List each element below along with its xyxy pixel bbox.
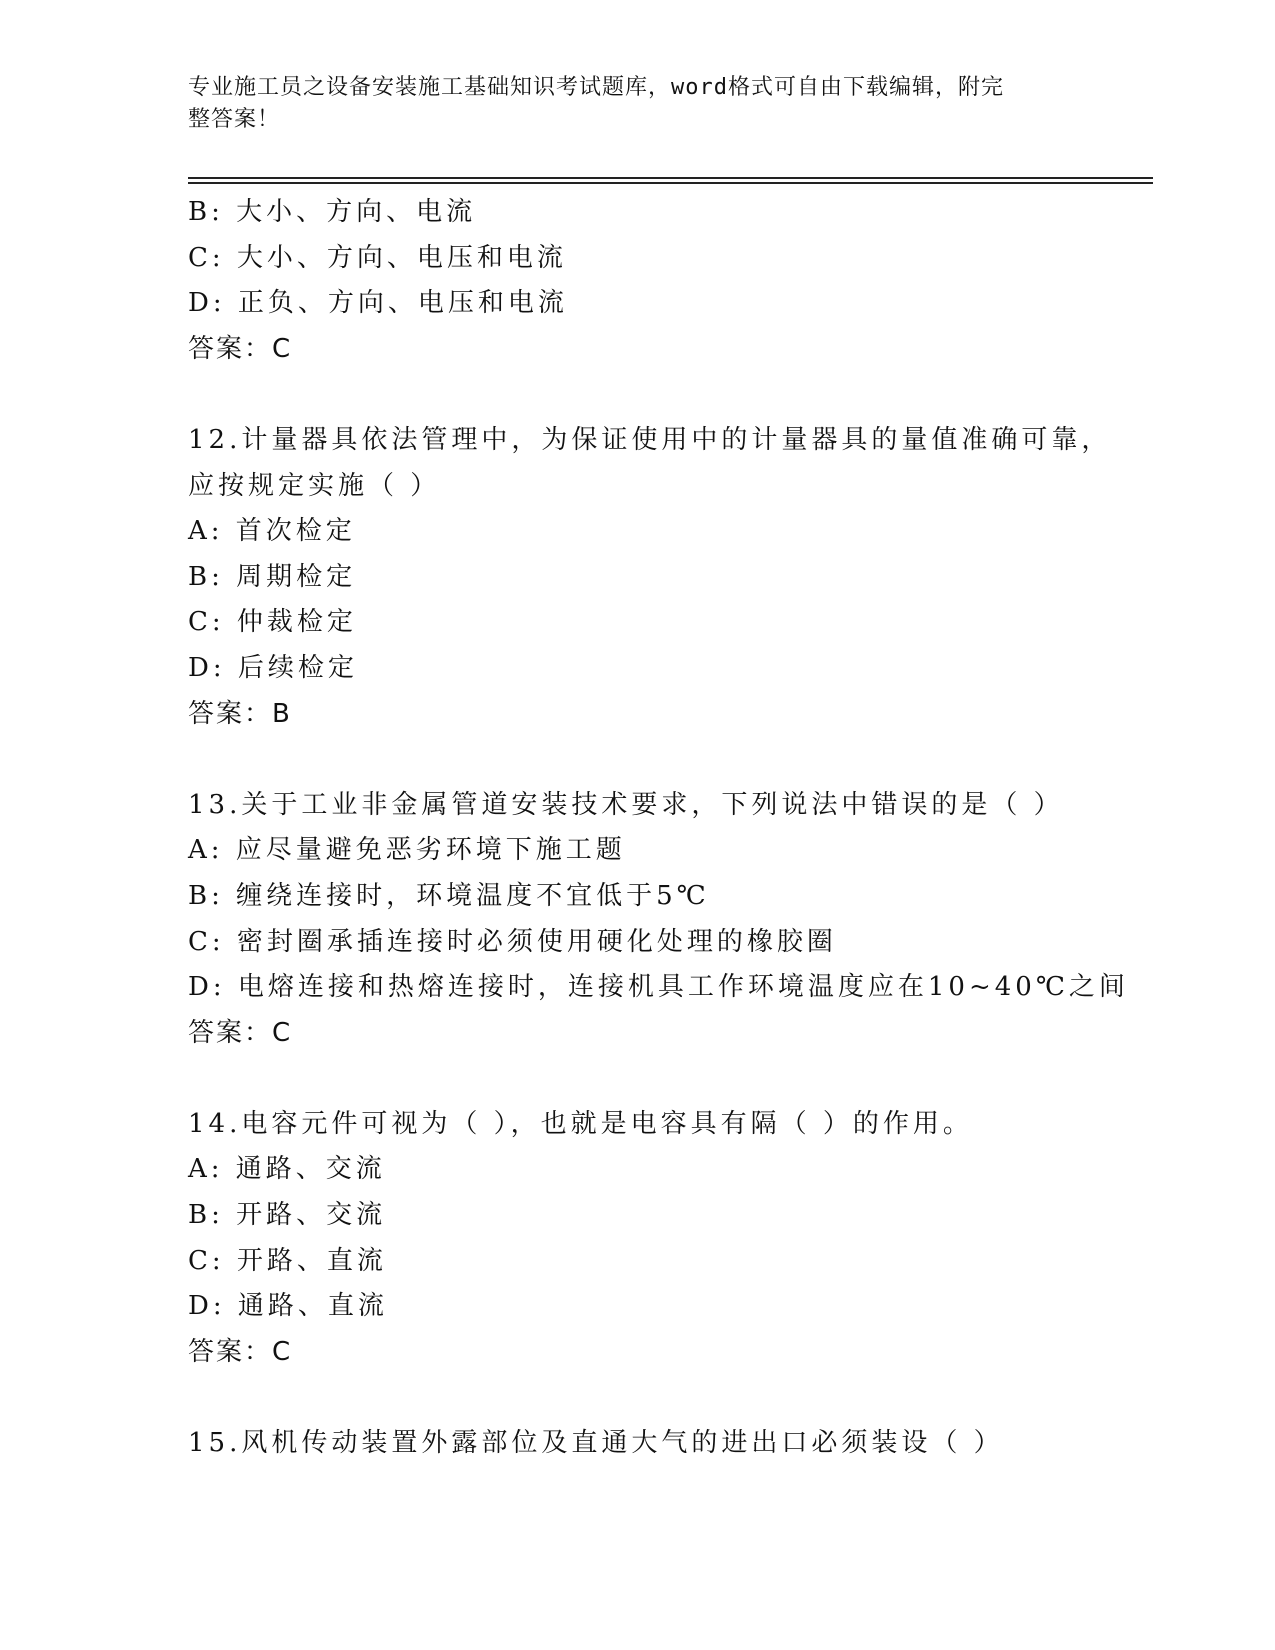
question-stem: 15.风机传动装置外露部位及直通大气的进出口必须装设（ ） xyxy=(188,1428,1004,1459)
answer-line: 答案：C xyxy=(188,333,293,364)
spacer xyxy=(188,1375,1128,1421)
option-b: B: 周期检定 xyxy=(188,561,357,592)
question-list xyxy=(188,190,1128,1467)
spacer xyxy=(188,737,1128,783)
question-stem: 13.关于工业非金属管道安装技术要求，下列说法中错误的是（ ） xyxy=(188,789,1064,820)
question-11 xyxy=(188,190,1128,372)
option-d: D: 电熔连接和热熔连接时，连接机具工作环境温度应在10~40℃之间 xyxy=(188,972,1129,1003)
option-b: B: 大小、方向、电流 xyxy=(188,197,477,227)
option-d: D: 通路、直流 xyxy=(188,1291,388,1322)
question-12 xyxy=(188,418,1128,737)
question-stem: 14.电容元件可视为（ ），也就是电容具有隔（ ）的作用。 xyxy=(188,1108,973,1139)
option-c: C: 密封圈承插连接时必须使用硬化处理的橡胶圈 xyxy=(188,926,837,957)
question-stem: 12.计量器具依法管理中，为保证使用中的计量器具的量值准确可靠， xyxy=(188,424,1112,455)
header-divider-top xyxy=(188,177,1153,179)
header-line-2: 整答案！ xyxy=(188,107,281,132)
header-line-1: 专业施工员之设备安装施工基础知识考试题库，word格式可自由下载编辑，附完 xyxy=(188,75,1004,100)
question-15 xyxy=(188,1421,1128,1467)
option-c: C: 仲裁检定 xyxy=(188,607,357,638)
option-b: B: 开路、交流 xyxy=(188,1200,387,1231)
answer-line: 答案：C xyxy=(188,1336,293,1367)
question-stem-continued: 应按规定实施（ ） xyxy=(188,470,441,501)
answer-line: 答案：C xyxy=(188,1017,293,1048)
answer-line: 答案：B xyxy=(188,698,292,729)
header-divider-bottom xyxy=(188,182,1153,184)
spacer xyxy=(188,372,1128,418)
question-14 xyxy=(188,1102,1128,1376)
option-c: C: 大小、方向、电压和电流 xyxy=(188,242,567,273)
option-c: C: 开路、直流 xyxy=(188,1245,387,1276)
page-header xyxy=(188,72,1068,136)
option-a: A: 首次检定 xyxy=(188,516,356,547)
option-d: D: 后续检定 xyxy=(188,652,358,683)
spacer xyxy=(188,1056,1128,1102)
question-13 xyxy=(188,783,1128,1057)
option-a: A: 通路、交流 xyxy=(188,1154,386,1185)
option-d: D: 正负、方向、电压和电流 xyxy=(188,288,568,319)
option-a: A: 应尽量避免恶劣环境下施工题 xyxy=(188,835,626,866)
option-b: B: 缠绕连接时，环境温度不宜低于5℃ xyxy=(188,880,710,911)
